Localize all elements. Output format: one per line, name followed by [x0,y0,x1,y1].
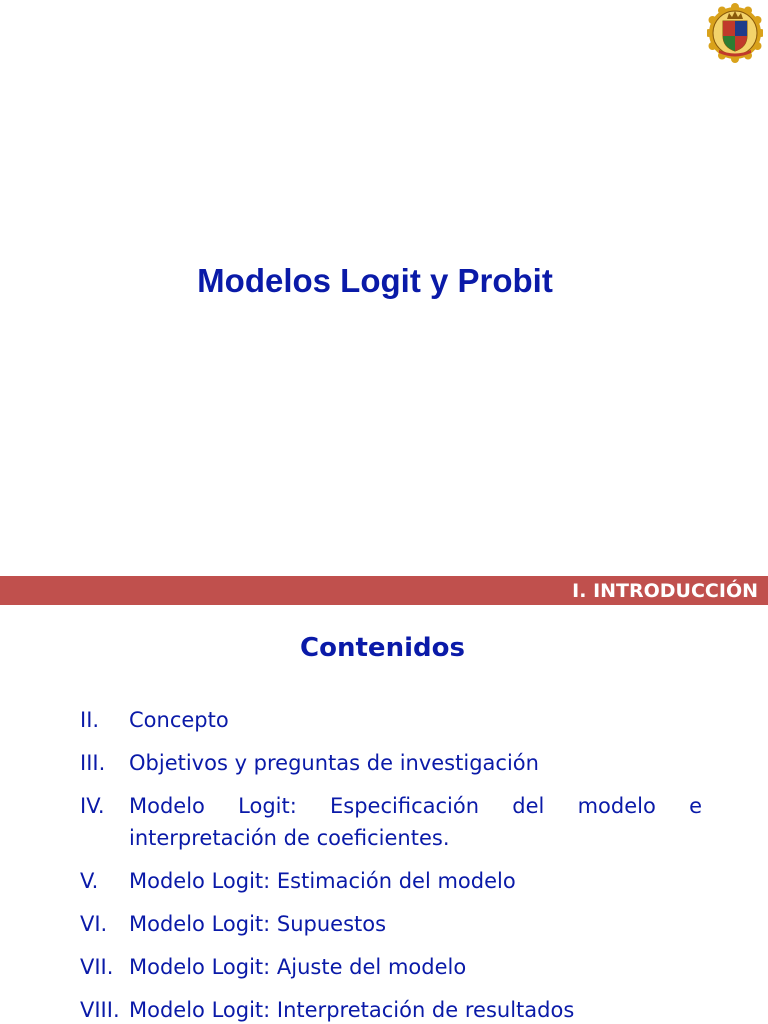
list-item [80,790,702,854]
item-text: Modelo Logit: Ajuste del modelo [129,955,467,979]
contents-list [80,704,702,1024]
section-label: I. INTRODUCCIÓN [572,580,758,602]
list-item [80,908,702,940]
item-number: II. [80,708,100,732]
list-item [80,951,702,983]
list-item [80,994,702,1024]
list-item [80,704,702,736]
item-number: VII. [80,955,114,979]
item-text: Modelo Logit: Interpretación de resultados [129,998,575,1022]
item-number: VI. [80,912,108,936]
university-seal-icon [707,3,763,63]
contents-title: Contenidos [300,633,465,663]
item-text: Objetivos y preguntas de investigación [129,751,539,775]
presentation-title: Modelos Logit y Probit [197,262,553,299]
section-header-bar [0,576,768,605]
item-number: V. [80,869,99,893]
item-number: VIII. [80,998,120,1022]
item-text: Modelo Logit: Especificación del modelo e interpretación de coeficientes. [129,794,702,850]
contents-slide [0,576,768,1024]
item-text: Concepto [129,708,229,732]
item-text: Modelo Logit: Estimación del modelo [129,869,516,893]
item-number: III. [80,751,106,775]
item-text: Modelo Logit: Supuestos [129,912,387,936]
list-item [80,865,702,897]
item-number: IV. [80,794,105,818]
list-item [80,747,702,779]
